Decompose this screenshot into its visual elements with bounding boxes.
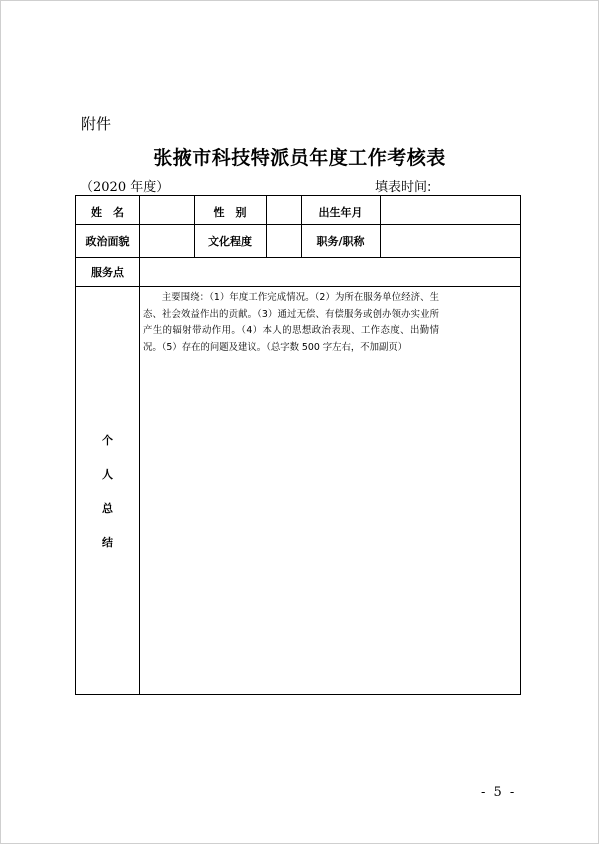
summary-label-char: 个 [102,434,113,447]
row-divider [76,257,520,258]
assessment-form [75,195,521,695]
gender-label: 性 别 [213,206,247,219]
position-title-label: 职务/职称 [316,235,365,248]
page-number: - 5 - [481,785,517,800]
row-divider [76,286,520,287]
name-label: 姓 名 [91,206,124,219]
column-divider [380,196,381,257]
education-level-label: 文化程度 [208,235,252,248]
year-label: （2020 年度） [80,180,170,195]
summary-label-char: 人 [102,468,113,481]
column-divider [266,196,267,257]
column-divider [139,196,140,694]
page-title: 张掖市科技特派员年度工作考核表 [153,147,446,169]
row-divider [76,224,520,225]
birth-date-label: 出生年月 [318,206,363,219]
political-status-label: 政治面貌 [85,235,130,248]
fill-time-label: 填表时间: [375,180,432,195]
summary-label-char: 总 [102,502,113,515]
summary-guidance-text: 主要围绕：（1）年度工作完成情况。（2）为所在服务单位经济、生态、社会效益作出的贡献。（3）通过无偿、有偿服务或创办领办实业所产生的辐射带动作用。（4）本人的思想政治表现、工作态度、出勤情况。（5）存在的问题及建议。（总字数 500 字左右，不加副页） [143,292,439,353]
attachment-label: 附件 [81,115,112,133]
summary-label-char: 结 [102,536,113,549]
service-point-label: 服务点 [91,266,124,279]
